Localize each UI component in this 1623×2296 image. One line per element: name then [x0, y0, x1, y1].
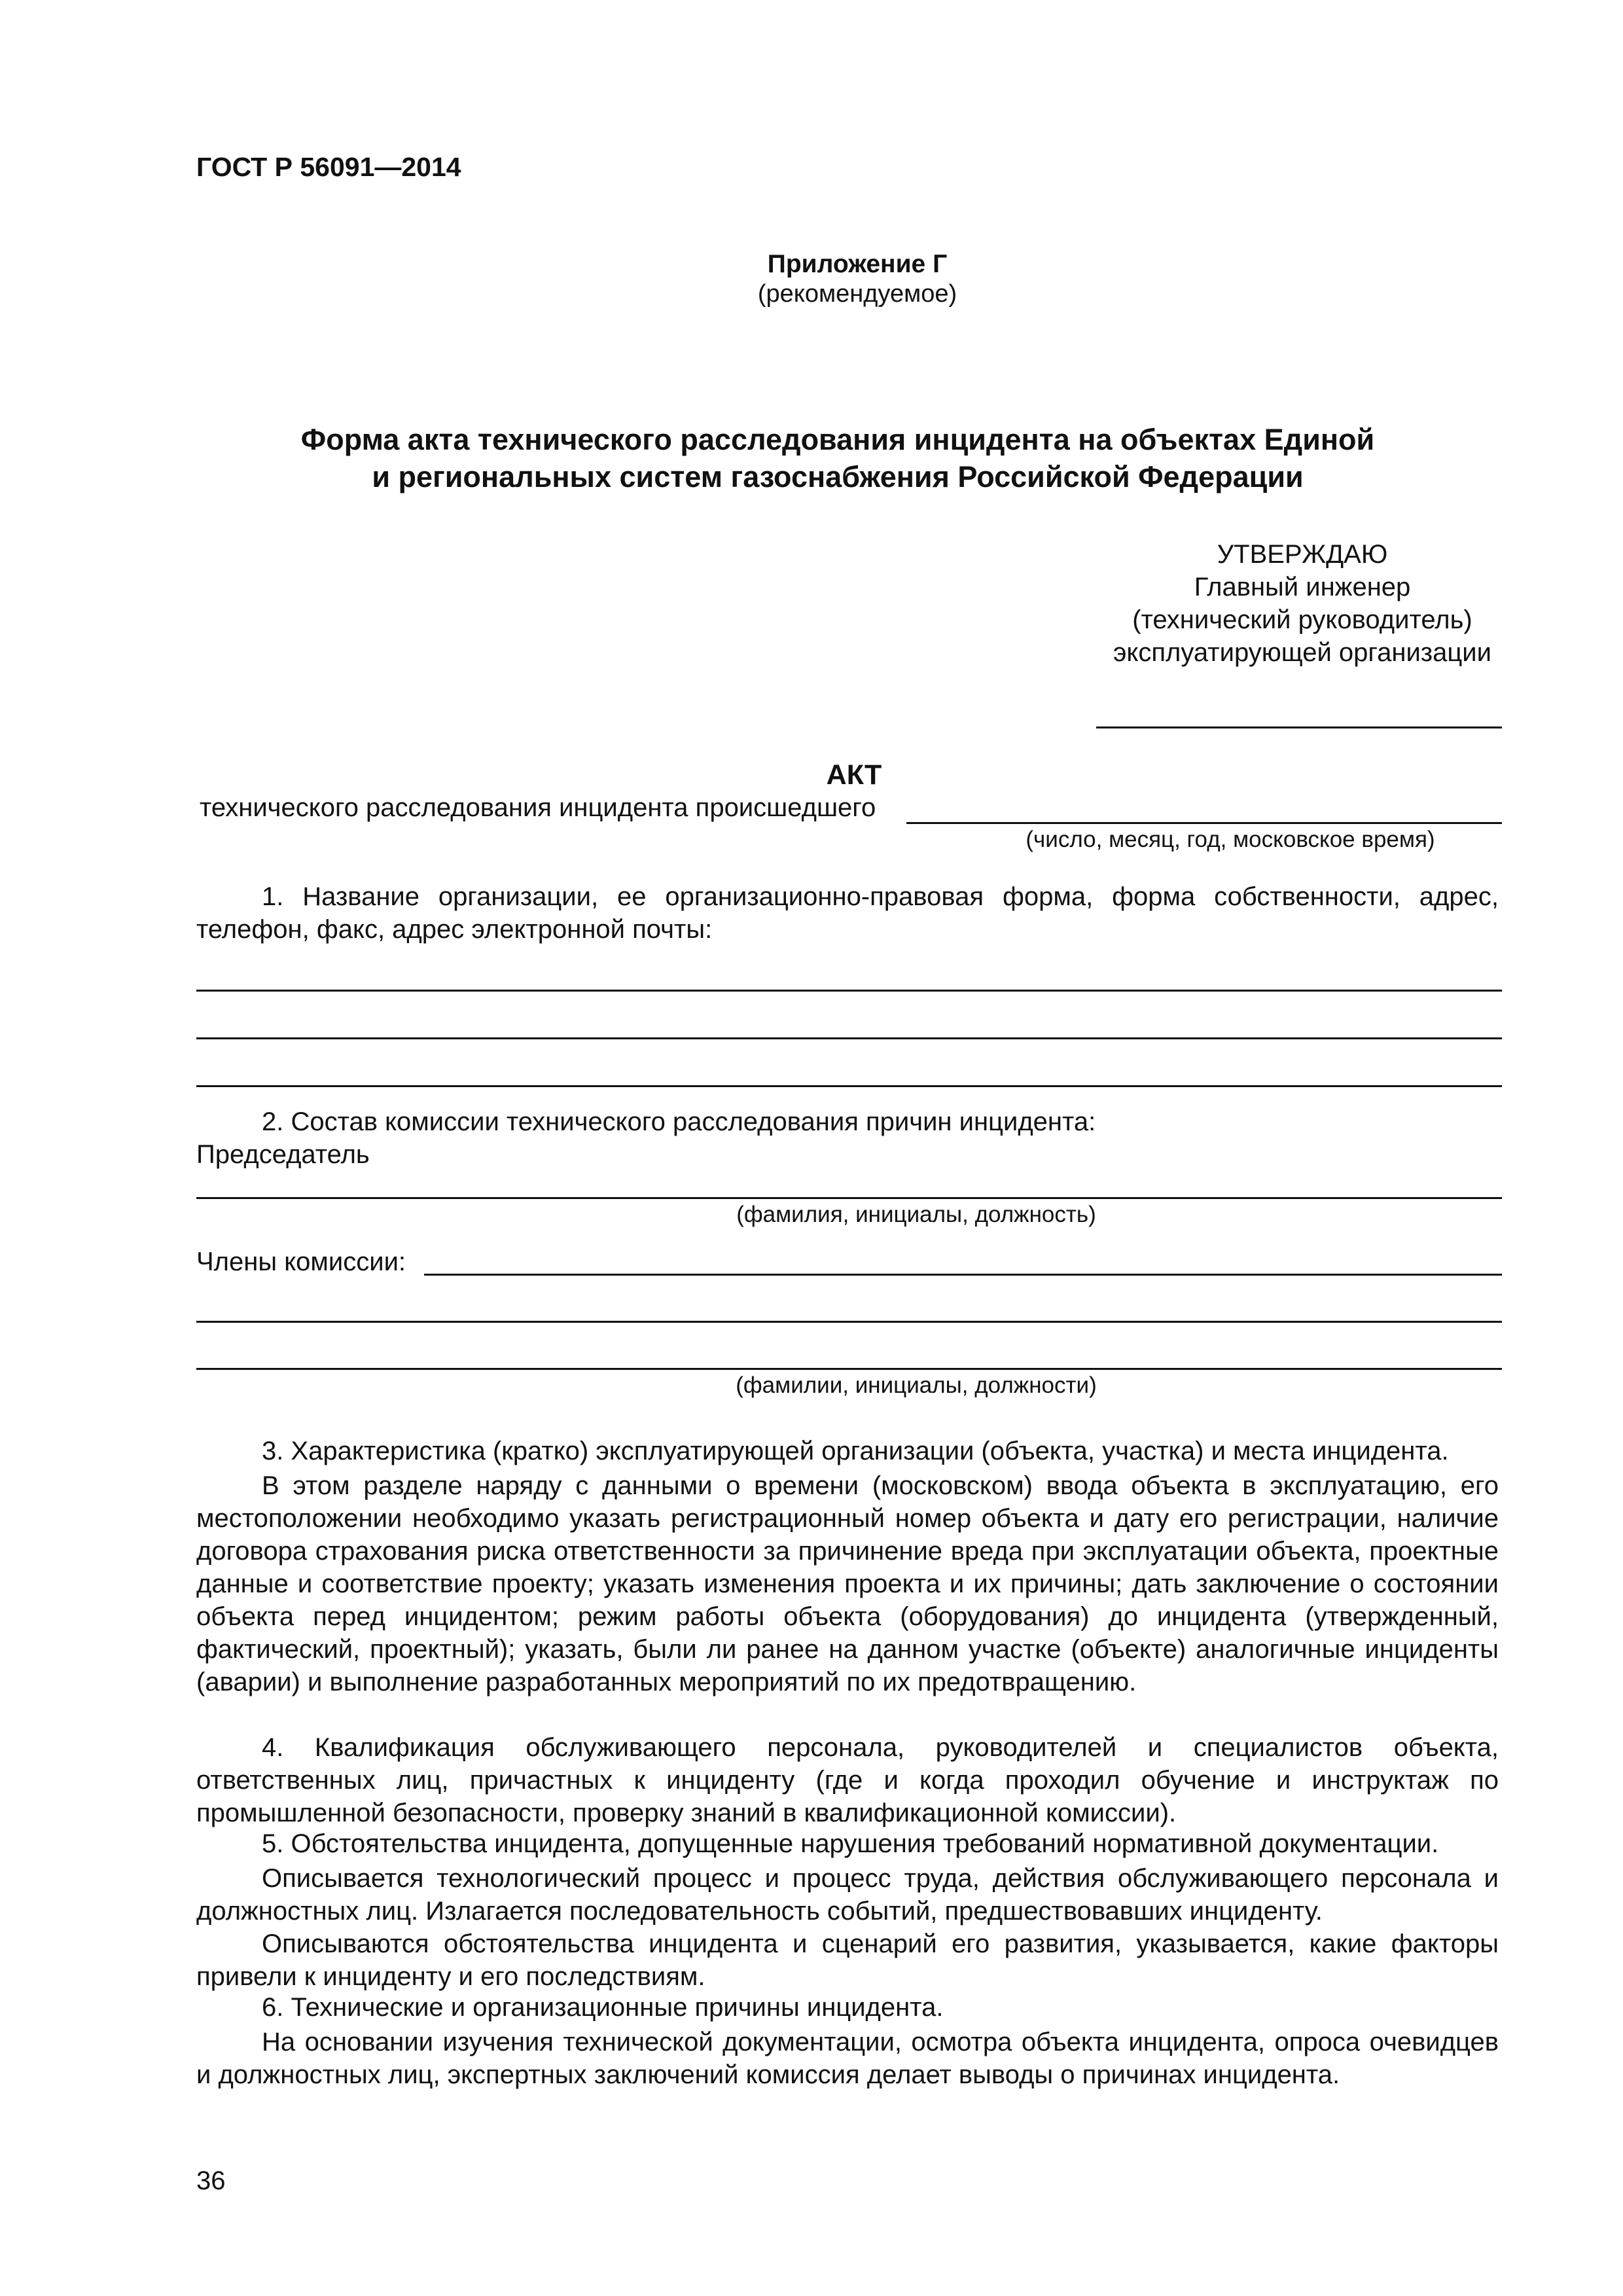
chairman-label: Председатель: [196, 1140, 370, 1169]
members-fill-line-1[interactable]: [424, 1274, 1502, 1276]
chairman-fill-line[interactable]: [196, 1197, 1502, 1199]
act-date-line[interactable]: [906, 822, 1502, 824]
section-6-title: 6. Технические и организационные причины инцидента.: [262, 1993, 944, 2022]
form-title-line1: Форма акта технического расследования инцидента на объектах Единой: [300, 423, 1375, 456]
page-number: 36: [196, 2166, 226, 2195]
approval-line1: УТВЕРЖДАЮ: [1217, 540, 1388, 569]
section-3-body: [196, 1469, 1499, 1698]
members-caption: (фамилии, инициалы, должности): [736, 1372, 1097, 1398]
section-1-text: 1. Название организации, ее организационно-правовая форма, форма собственности, адрес, телефон, факс, адрес электронной почты:: [196, 882, 1499, 944]
members-fill-line-2[interactable]: [196, 1321, 1502, 1323]
section-1-fill-line-3[interactable]: [196, 1085, 1502, 1087]
section-4: [196, 1731, 1499, 1829]
section-1-fill-line-1[interactable]: [196, 990, 1502, 992]
appendix-subtitle: (рекомендуемое): [757, 280, 957, 308]
section-2-title: 2. Состав комиссии технического расследования причин инцидента:: [262, 1107, 1096, 1136]
section-5-title: 5. Обстоятельства инцидента, допущенные нарушения требований нормативной документации.: [262, 1829, 1439, 1858]
approval-block: [1047, 538, 1558, 669]
section-5-body-1: [196, 1862, 1499, 1928]
members-label: Члены комиссии:: [196, 1247, 406, 1276]
approval-line3: (технический руководитель): [1132, 605, 1472, 634]
section-5-body-1-text: Описывается технологический процесс и процесс труда, действия обслуживающего персонала и должностных лиц. Излагается последовательность событий, предшествовавших инциденту.: [196, 1864, 1499, 1926]
act-date-caption: (число, месяц, год, московское время): [1026, 827, 1435, 852]
appendix-title: Приложение Г: [767, 250, 948, 278]
section-6-body: [196, 2026, 1499, 2091]
section-4-text: 4. Квалификация обслуживающего персонала, руководителей и специалистов объекта, ответственных лиц, причастных к инциденту (где и когда проходил обучение и инструктаж по промышленной безопасности, проверку знаний в квалификационной комиссии).: [196, 1733, 1499, 1827]
section-1: [196, 880, 1499, 946]
approval-signature-line[interactable]: [1096, 726, 1502, 728]
members-fill-line-3[interactable]: [196, 1368, 1502, 1370]
act-title: АКТ: [826, 759, 882, 791]
section-5-body-2: [196, 1928, 1499, 1993]
approval-line4: эксплуатирующей организации: [1113, 638, 1491, 667]
form-title: [196, 421, 1479, 495]
act-subtitle: технического расследования инцидента происшедшего: [200, 793, 876, 822]
chairman-caption: (фамилия, инициалы, должность): [736, 1202, 1096, 1227]
section-3-body-text: В этом разделе наряду с данными о времени (московском) ввода объекта в эксплуатацию, его местоположении необходимо указать регистрационный номер объекта и дату его регистрации, наличие договора страхования риска ответственности за причинение вреда при эксплуатации объекта, проектные данные и соответствие проекту; указать изменения проекта и их причины; дать заключение о состоянии объекта перед инцидентом; режим работы объекта (оборудования) до инцидента (утвержденный, фактический, проектный); указать, были ли ранее на данном участке (объекте) аналогичные инциденты (аварии) и выполнение разработанных мероприятий по их предотвращению.: [196, 1471, 1499, 1696]
section-5-body-2-text: Описываются обстоятельства инцидента и сценарий его развития, указывается, какие факторы привели к инциденту и его последствиям.: [196, 1929, 1499, 1991]
standard-number: ГОСТ Р 56091—2014: [196, 152, 461, 182]
section-6-body-text: На основании изучения технической документации, осмотра объекта инцидента, опроса очевидцев и должностных лиц, экспертных заключений комиссия делает выводы о причинах инцидента.: [196, 2028, 1499, 2089]
section-3-title: 3. Характеристика (кратко) эксплуатирующей организации (объекта, участка) и места инцидента.: [262, 1437, 1449, 1465]
approval-line2: Главный инженер: [1194, 573, 1411, 601]
form-title-line2: и региональных систем газоснабжения Российской Федерации: [372, 460, 1304, 493]
section-1-fill-line-2[interactable]: [196, 1037, 1502, 1039]
